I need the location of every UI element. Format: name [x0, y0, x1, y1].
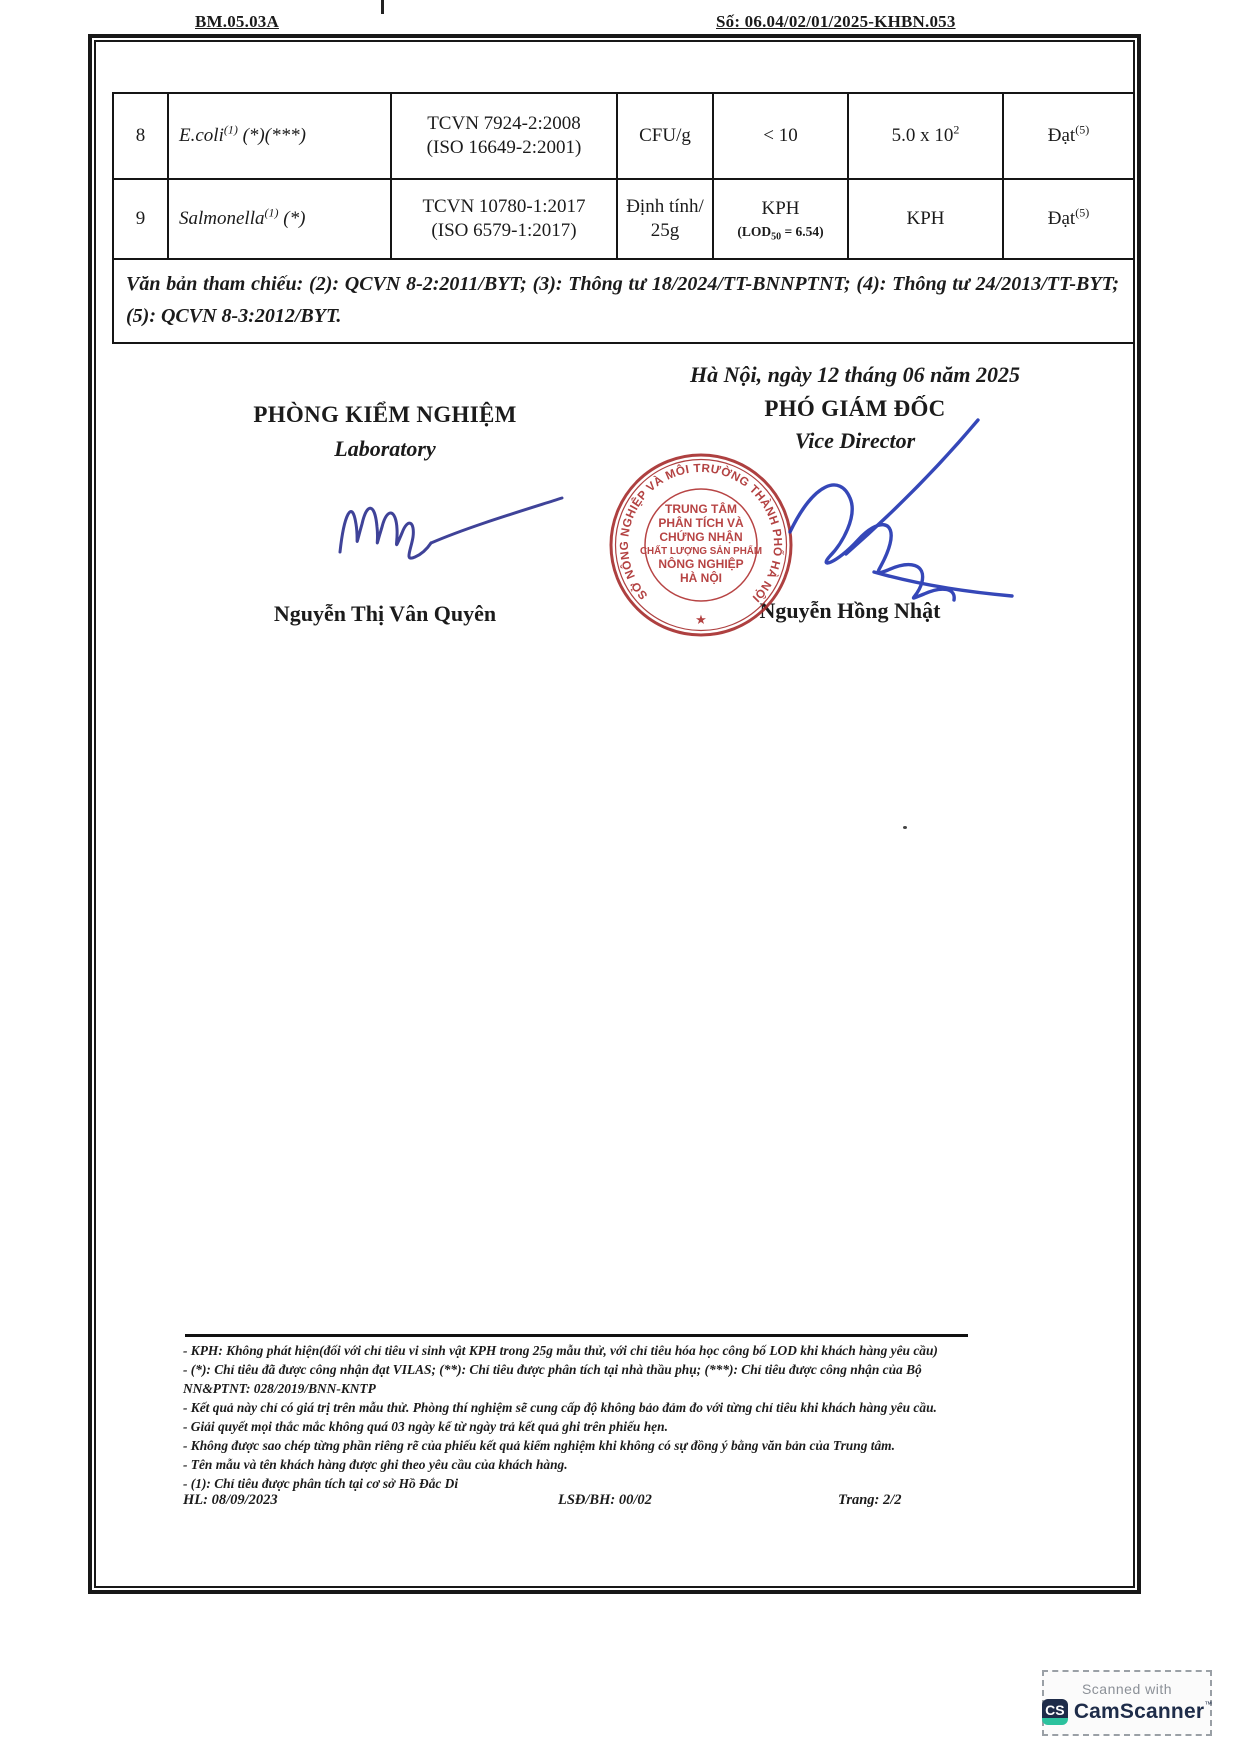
footnote-line: - (1): Chỉ tiêu được phân tích tại cơ sở Hồ Đắc Di — [183, 1476, 459, 1491]
cell-row8-limit: 5.0 x $10^2$ — [849, 94, 1004, 180]
scanned-with-text: Scanned with — [1081, 1681, 1173, 1697]
footnote-line: - Kết quả này chỉ có giá trị trên mẫu thử. Phòng thí nghiệm sẽ cung cấp độ không bảo đảm đo với từng chỉ tiêu khi khách hàng yêu cầu. — [183, 1400, 937, 1415]
footnote-divider — [185, 1334, 968, 1337]
stamp-center-line-1: TRUNG TÂM — [665, 502, 737, 516]
form-code: BM.05.03A — [195, 12, 279, 31]
left-signer-subtitle: Laboratory — [334, 436, 436, 461]
stamp-center-line-4: CHẤT LƯỢNG SẢN PHẨM — [639, 546, 763, 557]
cell-row9-no: 9 — [114, 180, 169, 260]
document-footer — [183, 1492, 973, 1509]
cell-row9-result: KPH $(LOD_{50} = 6.54)$ — [714, 180, 849, 260]
camscanner-watermark — [1042, 1670, 1212, 1736]
cell-row9-method: TCVN 10780-1:2017 (ISO 6579-1:2017) — [392, 180, 618, 260]
cell-row8-no: 8 — [114, 94, 169, 180]
camscanner-brand: CamScanner — [1073, 1700, 1205, 1723]
footnote-line: - Tên mẫu và tên khách hàng được ghi theo yêu cầu của khách hàng. — [183, 1457, 568, 1472]
cell-row8-parameter: E.coli$^{(1)}$ (*)(***) — [169, 94, 392, 180]
footnote-line: - KPH: Không phát hiện(đối với chỉ tiêu vi sinh vật KPH trong 25g mẫu thử, với chỉ tiêu hóa học công bố LOD khi khách hàng yêu cầu) — [183, 1343, 938, 1358]
cell-row8-result: < 10 — [714, 94, 849, 180]
trademark-symbol: ™ — [1204, 1700, 1213, 1709]
right-signer-subtitle: Vice Director — [794, 428, 916, 453]
right-signer-title: PHÓ GIÁM ĐỐC — [764, 396, 946, 421]
footnote-line: - Giải quyết mọi thắc mắc không quá 03 ngày kể từ ngày trả kết quả ghi trên phiếu hẹn. — [183, 1419, 668, 1434]
right-signature — [726, 412, 1026, 612]
cell-row9-conclusion: Đạt$^{(5)}$ — [1004, 180, 1133, 260]
results-table — [112, 92, 1135, 344]
footnotes — [183, 1341, 983, 1493]
footnote-line: - Không được sao chép từng phần riêng rẽ của phiếu kết quả kiểm nghiệm khi không có sự đồng ý bằng văn bản của Trung tâm. — [183, 1438, 895, 1453]
footer-version: LSĐ/BH: 00/02 — [558, 1492, 652, 1508]
cell-row9-limit: KPH — [849, 180, 1004, 260]
camscanner-logo-icon: CS — [1042, 1699, 1068, 1725]
document-number: Số: 06.04/02/01/2025-KHBN.053 — [716, 12, 956, 31]
stamp-center-line-6: HÀ NỘI — [680, 571, 722, 585]
scan-speck — [903, 826, 907, 829]
footnote-line: NN&PTNT: 028/2019/BNN-KNTP — [183, 1381, 376, 1396]
footer-page-number: Trang: 2/2 — [838, 1492, 902, 1508]
footer-hl: HL: 08/09/2023 — [183, 1492, 278, 1508]
stamp-ring-text: SỞ NÔNG NGHIỆP VÀ MÔI TRƯỜNG THÀNH PHỐ HÀ NỘI — [616, 460, 786, 606]
cell-row9-parameter: Salmonella$^{(1)}$ (*) — [169, 180, 392, 260]
left-signer-title: PHÒNG KIỂM NGHIỆM — [253, 402, 517, 427]
reference-note: Văn bản tham chiếu: (2): QCVN 8-2:2011/BYT; (3): Thông tư 18/2024/TT-BNNPTNT; (4): Thông tư 24/2013/TT-BYT; (5): QCVN 8-3:2012/BYT. — [126, 273, 1119, 327]
footnote-line: - (*): Chỉ tiêu đã được công nhận đạt VILAS; (**): Chỉ tiêu được phân tích tại nhà thầu phụ; (***): Chỉ tiêu được công nhận của Bộ — [183, 1362, 922, 1377]
right-signer-name: Nguyễn Hồng Nhật — [759, 598, 941, 623]
scan-artifact-mark — [381, 0, 384, 14]
stamp-center-line-5: NÔNG NGHIỆP — [658, 557, 744, 571]
cell-row8-conclusion: Đạt$^{(5)}$ — [1004, 94, 1133, 180]
stamp-center-line-2: PHÂN TÍCH VÀ — [658, 516, 744, 530]
left-signer-name: Nguyễn Thị Vân Quyên — [273, 601, 497, 626]
stamp-star-icon: ★ — [695, 612, 707, 627]
cell-row9-unit: Định tính/ 25g — [618, 180, 714, 260]
cell-row8-unit: CFU/g — [618, 94, 714, 180]
stamp-center-line-3: CHỨNG NHẬN — [659, 530, 743, 544]
cell-row8-method: TCVN 7924-2:2008 (ISO 16649-2:2001) — [392, 94, 618, 180]
left-signature — [318, 470, 578, 575]
date-line: Hà Nội, ngày 12 tháng 06 năm 2025 — [689, 362, 1021, 387]
